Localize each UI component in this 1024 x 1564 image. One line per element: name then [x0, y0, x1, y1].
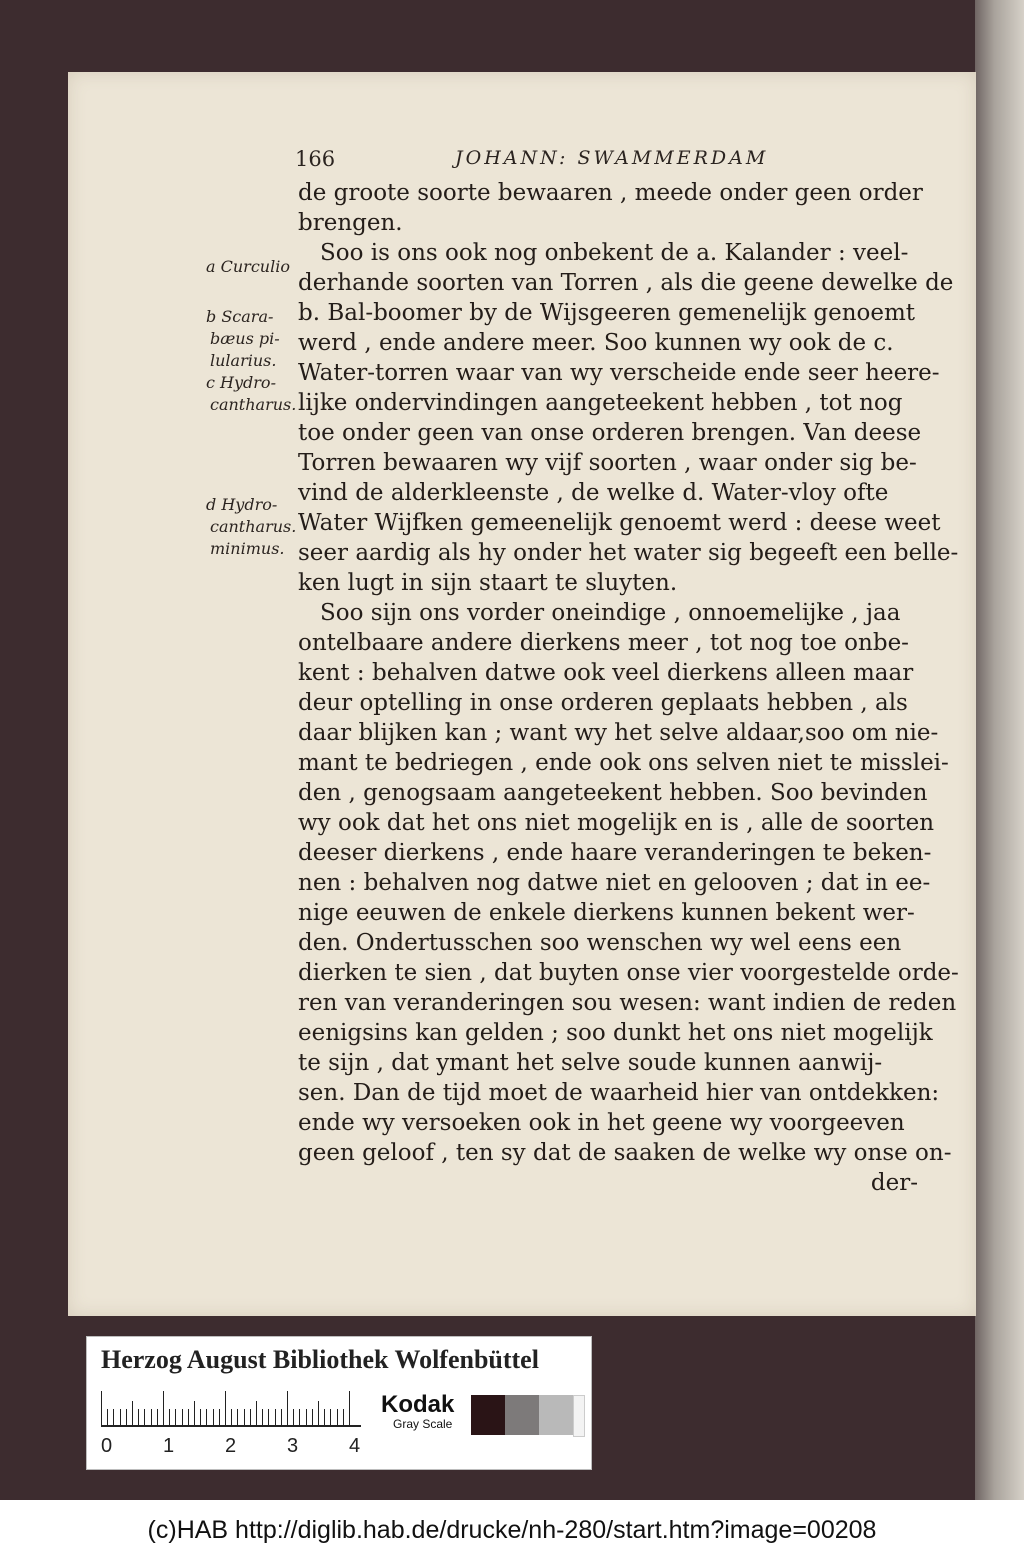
- margin-note-d: d Hydro-: [206, 495, 278, 514]
- ruler-tick: [188, 1409, 189, 1425]
- gray-swatch: [505, 1395, 539, 1435]
- ruler-tick: [138, 1409, 139, 1425]
- text-line: Water-torren waar van wy verscheide ende seer heere-: [298, 360, 940, 386]
- text-line: ken lugt in sijn staart te sluyten.: [298, 570, 678, 596]
- ruler-tick: [299, 1409, 300, 1425]
- text-line: wy ook dat het ons niet mogelijk en is , alle de soorten: [298, 810, 935, 836]
- text-line: kent : behalven datwe ook veel dierkens alleen maar: [298, 660, 914, 686]
- text-line: deeser dierkens , ende haare veranderingen te beken-: [298, 840, 932, 866]
- running-head: [295, 143, 915, 179]
- text-line: ende wy versoeken ook in het geene wy voorgeeven: [298, 1110, 905, 1136]
- text-line: sen. Dan de tijd moet de waarheid hier van ontdekken:: [298, 1080, 940, 1106]
- text-line: lijke ondervindingen aangeteekent hebben , tot nog: [298, 390, 903, 416]
- ruler: [101, 1391, 361, 1427]
- ruler-tick: [120, 1409, 121, 1425]
- library-label: [86, 1336, 592, 1470]
- ruler-tick: [225, 1391, 226, 1425]
- ruler-tick: [318, 1401, 319, 1425]
- library-name: Herzog August Bibliothek Wolfenbüttel: [101, 1345, 539, 1374]
- text-line: nen : behalven nog datwe niet en gelooven ; dat in ee-: [298, 870, 931, 896]
- ruler-tick: [182, 1409, 183, 1425]
- ruler-tick: [293, 1409, 294, 1425]
- ruler-number: 4: [349, 1435, 361, 1457]
- kodak-logo: Kodak: [381, 1391, 455, 1418]
- text-line: ren van veranderingen sou wesen: want indien de reden: [298, 990, 957, 1016]
- ruler-tick: [151, 1409, 152, 1425]
- margin-note-c: cantharus.: [210, 395, 297, 414]
- text-line: mant te bedriegen , ende ook ons selven niet te misslei-: [298, 750, 949, 776]
- text-line: Soo sijn ons vorder oneindige , onnoemelijke , jaa: [320, 600, 901, 626]
- ruler-tick: [163, 1391, 164, 1425]
- text-line: derhande soorten van Torren , als die geene dewelke de: [298, 270, 954, 296]
- ruler-number: 1: [163, 1435, 175, 1457]
- ruler-tick: [262, 1409, 263, 1425]
- text-line: den. Ondertusschen soo wenschen wy wel eens een: [298, 930, 902, 956]
- ruler-tick: [231, 1409, 232, 1425]
- ruler-tick: [101, 1391, 102, 1425]
- ruler-tick: [169, 1409, 170, 1425]
- ruler-tick: [287, 1391, 288, 1425]
- margin-note-c: c Hydro-: [206, 373, 276, 392]
- ruler-tick: [324, 1409, 325, 1425]
- text-line: deur optelling in onse orderen geplaats hebben , als: [298, 690, 908, 716]
- text-line: Water Wijfken gemeenelijk genoemt werd : deese weet: [298, 510, 941, 536]
- ruler-tick: [349, 1391, 350, 1425]
- gray-swatch: [471, 1395, 505, 1435]
- running-title: JOHANN: SWAMMERDAM: [455, 147, 769, 169]
- ruler-tick: [194, 1401, 195, 1425]
- text-line: brengen.: [298, 210, 403, 236]
- text-line: geen geloof , ten sy dat de saaken de welke wy onse on-: [298, 1140, 952, 1166]
- text-line: vind de alderkleenste , de welke d. Water-vloy ofte: [298, 480, 889, 506]
- ruler-tick: [330, 1409, 331, 1425]
- margin-note-b: bæus pi-: [210, 329, 280, 348]
- ruler-tick: [275, 1409, 276, 1425]
- page-number: 166: [295, 147, 336, 171]
- ruler-tick: [312, 1409, 313, 1425]
- margin-note-b: b Scara-: [206, 307, 274, 326]
- ruler-tick: [200, 1409, 201, 1425]
- ruler-tick: [244, 1409, 245, 1425]
- kodak-subtitle: Gray Scale: [393, 1417, 453, 1431]
- ruler-tick: [306, 1409, 307, 1425]
- ruler-number: 3: [287, 1435, 299, 1457]
- ruler-tick: [219, 1409, 220, 1425]
- text-line: Torren bewaaren wy vijf soorten , waar onder sig be-: [298, 450, 917, 476]
- ruler-tick: [144, 1409, 145, 1425]
- text-line: te sijn , dat ymant het selve soude kunnen aanwij-: [298, 1050, 883, 1076]
- text-line: den , genogsaam aangeteekent hebben. Soo bevinden: [298, 780, 928, 806]
- adjacent-page-edge: [975, 0, 1024, 1500]
- ruler-tick: [126, 1409, 127, 1425]
- margin-note-d: cantharus.: [210, 517, 297, 536]
- text-line: dierken te sien , dat buyten onse vier voorgestelde orde-: [298, 960, 959, 986]
- ruler-tick: [113, 1409, 114, 1425]
- ruler-tick: [281, 1409, 282, 1425]
- ruler-tick: [268, 1409, 269, 1425]
- text-line: Soo is ons ook nog onbekent de a. Kalander : veel-: [320, 240, 909, 266]
- ruler-tick: [256, 1401, 257, 1425]
- ruler-tick: [213, 1409, 214, 1425]
- ruler-tick: [107, 1409, 108, 1425]
- ruler-tick: [157, 1409, 158, 1425]
- text-line: de groote soorte bewaaren , meede onder geen order: [298, 180, 923, 206]
- text-line: ontelbaare andere dierkens meer , tot nog toe onbe-: [298, 630, 909, 656]
- gray-swatch: [573, 1395, 585, 1437]
- ruler-tick: [132, 1401, 133, 1425]
- ruler-tick: [250, 1409, 251, 1425]
- gray-swatch: [539, 1395, 573, 1435]
- ruler-number: 2: [225, 1435, 237, 1457]
- catchword: der-: [870, 1170, 918, 1196]
- ruler-tick: [206, 1409, 207, 1425]
- text-line: nige eeuwen de enkele dierkens kunnen bekent wer-: [298, 900, 915, 926]
- ruler-number: 0: [101, 1435, 113, 1457]
- text-line: eenigsins kan gelden ; soo dunkt het ons niet mogelijk: [298, 1020, 933, 1046]
- ruler-tick: [343, 1409, 344, 1425]
- ruler-tick: [237, 1409, 238, 1425]
- text-line: werd , ende andere meer. Soo kunnen wy ook de c.: [298, 330, 894, 356]
- margin-note-b: lularius.: [210, 351, 277, 370]
- ruler-tick: [175, 1409, 176, 1425]
- margin-note-d: minimus.: [210, 539, 285, 558]
- text-line: daar blijken kan ; want wy het selve aldaar,soo om nie-: [298, 720, 939, 746]
- copyright-footer: (c)HAB http://diglib.hab.de/drucke/nh-280/start.htm?image=00208: [147, 1516, 877, 1544]
- text-line: seer aardig als hy onder het water sig begeeft een belle-: [298, 540, 959, 566]
- ruler-tick: [337, 1409, 338, 1425]
- text-line: toe onder geen van onse orderen brengen. Van deese: [298, 420, 922, 446]
- margin-note-a: a Curculio: [206, 257, 290, 276]
- text-line: b. Bal-boomer by de Wijsgeeren gemenelijk genoemt: [298, 300, 916, 326]
